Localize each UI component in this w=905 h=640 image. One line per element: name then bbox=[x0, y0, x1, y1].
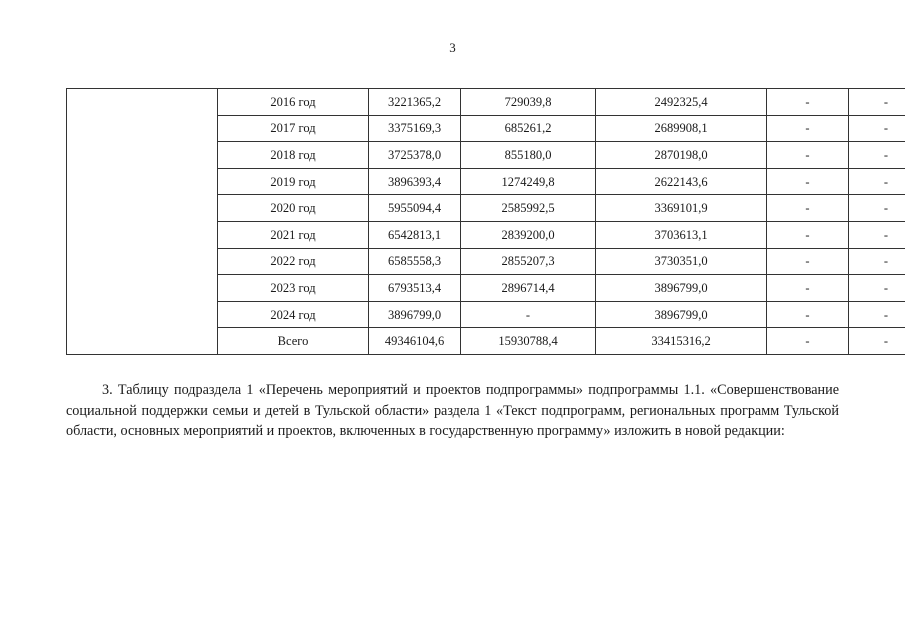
page-number: 3 bbox=[449, 40, 456, 55]
total-cell: 3375169,3 bbox=[369, 115, 461, 142]
regional-cell: 2492325,4 bbox=[596, 89, 767, 116]
year-cell: 2020 год bbox=[218, 195, 369, 222]
regional-cell: 3896799,0 bbox=[596, 301, 767, 328]
total-cell: 3725378,0 bbox=[369, 142, 461, 169]
other-cell: - bbox=[849, 115, 905, 142]
regional-cell: 2689908,1 bbox=[596, 115, 767, 142]
local-cell: - bbox=[767, 275, 849, 302]
federal-cell: 2896714,4 bbox=[461, 275, 596, 302]
federal-cell: 685261,2 bbox=[461, 115, 596, 142]
other-cell: - bbox=[849, 301, 905, 328]
regional-cell: 2870198,0 bbox=[596, 142, 767, 169]
paragraph-text: 3. Таблицу подраздела 1 «Перечень мероприятий и проектов подпрограммы» подпрограммы 1.1. «Совершенствование социальной поддержки семьи и детей в Тульской области» раздела 1 «Текст подпрограмм, региональных программ Тульской области, основных мероприятий и проектов, включенных в государственную программу» изложить в новой редакции: bbox=[66, 382, 839, 439]
year-cell: 2019 год bbox=[218, 168, 369, 195]
regional-cell: 3730351,0 bbox=[596, 248, 767, 275]
regional-cell: 33415316,2 bbox=[596, 328, 767, 355]
year-cell: 2021 год bbox=[218, 221, 369, 248]
regional-cell: 3369101,9 bbox=[596, 195, 767, 222]
other-cell: - bbox=[849, 221, 905, 248]
total-cell: 49346104,6 bbox=[369, 328, 461, 355]
federal-cell: 2855207,3 bbox=[461, 248, 596, 275]
table-row bbox=[67, 89, 905, 116]
local-cell: - bbox=[767, 115, 849, 142]
year-cell: 2018 год bbox=[218, 142, 369, 169]
regional-cell: 2622143,6 bbox=[596, 168, 767, 195]
other-cell: - bbox=[849, 328, 905, 355]
local-cell: - bbox=[767, 142, 849, 169]
year-cell: 2024 год bbox=[218, 301, 369, 328]
total-cell: 3896799,0 bbox=[369, 301, 461, 328]
other-cell: - bbox=[849, 89, 905, 116]
local-cell: - bbox=[767, 301, 849, 328]
regional-cell: 3703613,1 bbox=[596, 221, 767, 248]
federal-cell: 855180,0 bbox=[461, 142, 596, 169]
local-cell: - bbox=[767, 221, 849, 248]
federal-cell: 2585992,5 bbox=[461, 195, 596, 222]
total-cell: 5955094,4 bbox=[369, 195, 461, 222]
year-cell: 2016 год bbox=[218, 89, 369, 116]
year-cell: 2022 год bbox=[218, 248, 369, 275]
year-cell: Всего bbox=[218, 328, 369, 355]
other-cell: - bbox=[849, 142, 905, 169]
body-paragraph bbox=[66, 380, 839, 442]
other-cell: - bbox=[849, 275, 905, 302]
total-cell: 3221365,2 bbox=[369, 89, 461, 116]
local-cell: - bbox=[767, 248, 849, 275]
local-cell: - bbox=[767, 195, 849, 222]
funding-table-body bbox=[67, 89, 905, 355]
other-cell: - bbox=[849, 168, 905, 195]
local-cell: - bbox=[767, 89, 849, 116]
local-cell: - bbox=[767, 328, 849, 355]
year-cell: 2023 год bbox=[218, 275, 369, 302]
regional-cell: 3896799,0 bbox=[596, 275, 767, 302]
local-cell: - bbox=[767, 168, 849, 195]
total-cell: 6542813,1 bbox=[369, 221, 461, 248]
merged-empty-cell bbox=[67, 89, 218, 355]
funding-table bbox=[66, 88, 905, 355]
other-cell: - bbox=[849, 195, 905, 222]
federal-cell: 2839200,0 bbox=[461, 221, 596, 248]
total-cell: 6585558,3 bbox=[369, 248, 461, 275]
other-cell: - bbox=[849, 248, 905, 275]
federal-cell: 729039,8 bbox=[461, 89, 596, 116]
federal-cell: 1274249,8 bbox=[461, 168, 596, 195]
federal-cell: 15930788,4 bbox=[461, 328, 596, 355]
federal-cell: - bbox=[461, 301, 596, 328]
year-cell: 2017 год bbox=[218, 115, 369, 142]
total-cell: 6793513,4 bbox=[369, 275, 461, 302]
total-cell: 3896393,4 bbox=[369, 168, 461, 195]
